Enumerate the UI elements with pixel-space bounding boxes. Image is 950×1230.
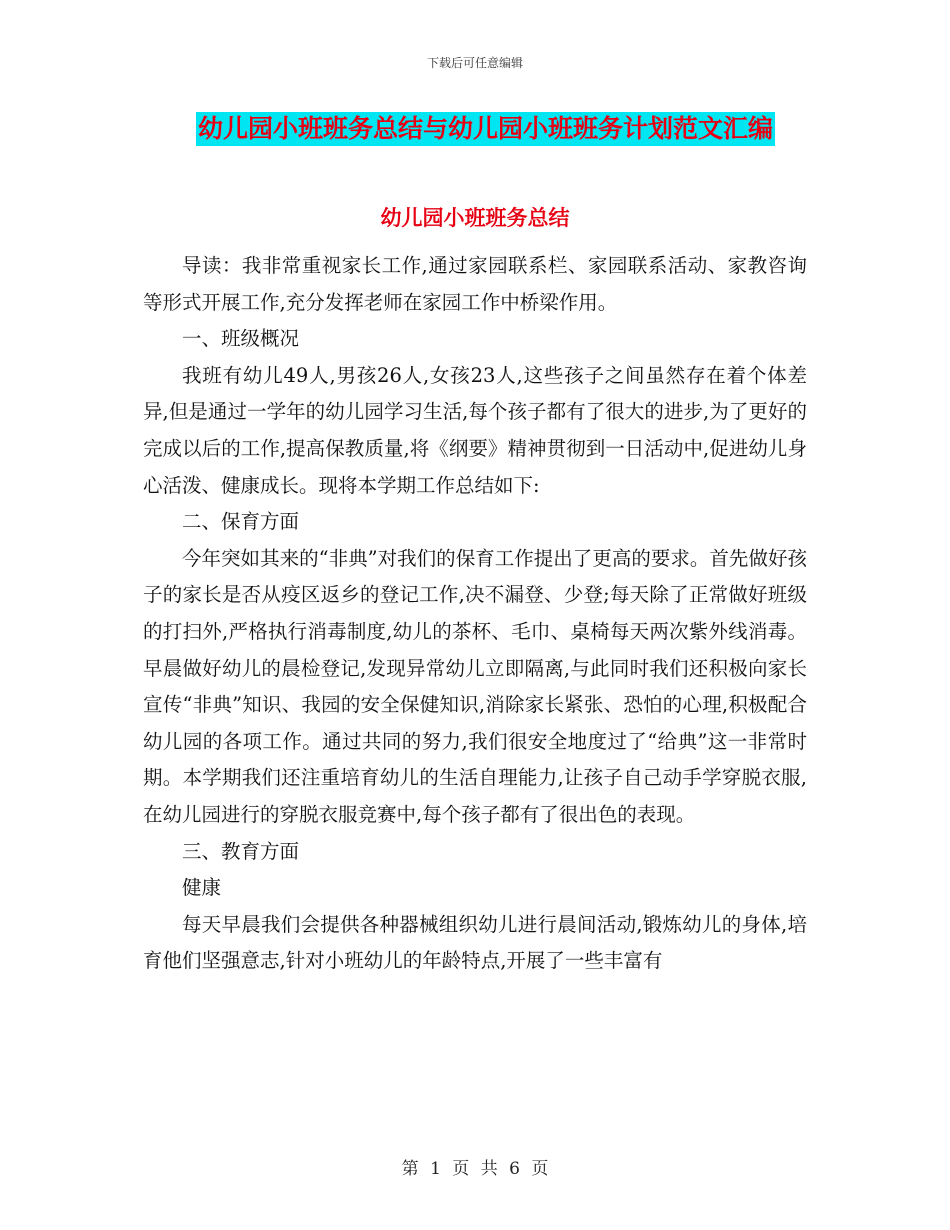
- care-paragraph: 今年突如其来的“非典”对我们的保育工作提出了更高的要求。首先做好孩子的家长是否从疫区返乡的登记工作,决不漏登、少登;每天除了正常做好班级的打扫外,严格执行消毒制度,幼儿的茶杯、毛巾、桌椅每天两次紫外线消毒。早晨做好幼儿的晨检登记,发现异常幼儿立即隔离,与此同时我们还积极向家长宣传“非典”知识、我园的安全保健知识,消除家长紧张、恐怕的心理,积极配合幼儿园的各项工作。通过共同的努力,我们很安全地度过了“给典”这一非常时期。本学期我们还注重培育幼儿的生活自理能力,让孩子自己动手学穿脱衣服,在幼儿园进行的穿脱衣服竞赛中,每个孩子都有了很出色的表现。: [143, 546, 807, 826]
- page-footer: 第 1 页 共 6 页: [401, 1159, 549, 1179]
- section-title: 幼儿园小班班务总结: [380, 205, 570, 230]
- subheading-health: 健康: [182, 876, 222, 900]
- intro-paragraph: 导读：我非常重视家长工作,通过家园联系栏、家园联系活动、家教咨询等形式开展工作,充分发挥老师在家园工作中桥梁作用。: [143, 254, 807, 314]
- class-overview-paragraph: 我班有幼儿49人,男孩26人,女孩23人,这些孩子之间虽然存在着个体差异,但是通过一学年的幼儿园学习生活,每个孩子都有了很大的进步,为了更好的完成以后的工作,提高保教质量,将《纲要》精神贯彻到一日活动中,促进幼儿身心活泼、健康成长。现将本学期工作总结如下:: [143, 363, 807, 497]
- heading-class-overview: 一、班级概况: [182, 327, 300, 351]
- document-title: 幼儿园小班班务总结与幼儿园小班班务计划范文汇编: [196, 112, 775, 146]
- heading-education: 三、教育方面: [182, 839, 300, 863]
- document-body: [143, 248, 807, 980]
- page-header-note: 下载后可任意编辑: [426, 56, 523, 70]
- health-paragraph: 每天早晨我们会提供各种器械组织幼儿进行晨间活动,锻炼幼儿的身体,培育他们坚强意志,针对小班幼儿的年龄特点,开展了一些丰富有: [143, 912, 807, 973]
- heading-care: 二、保育方面: [182, 510, 300, 534]
